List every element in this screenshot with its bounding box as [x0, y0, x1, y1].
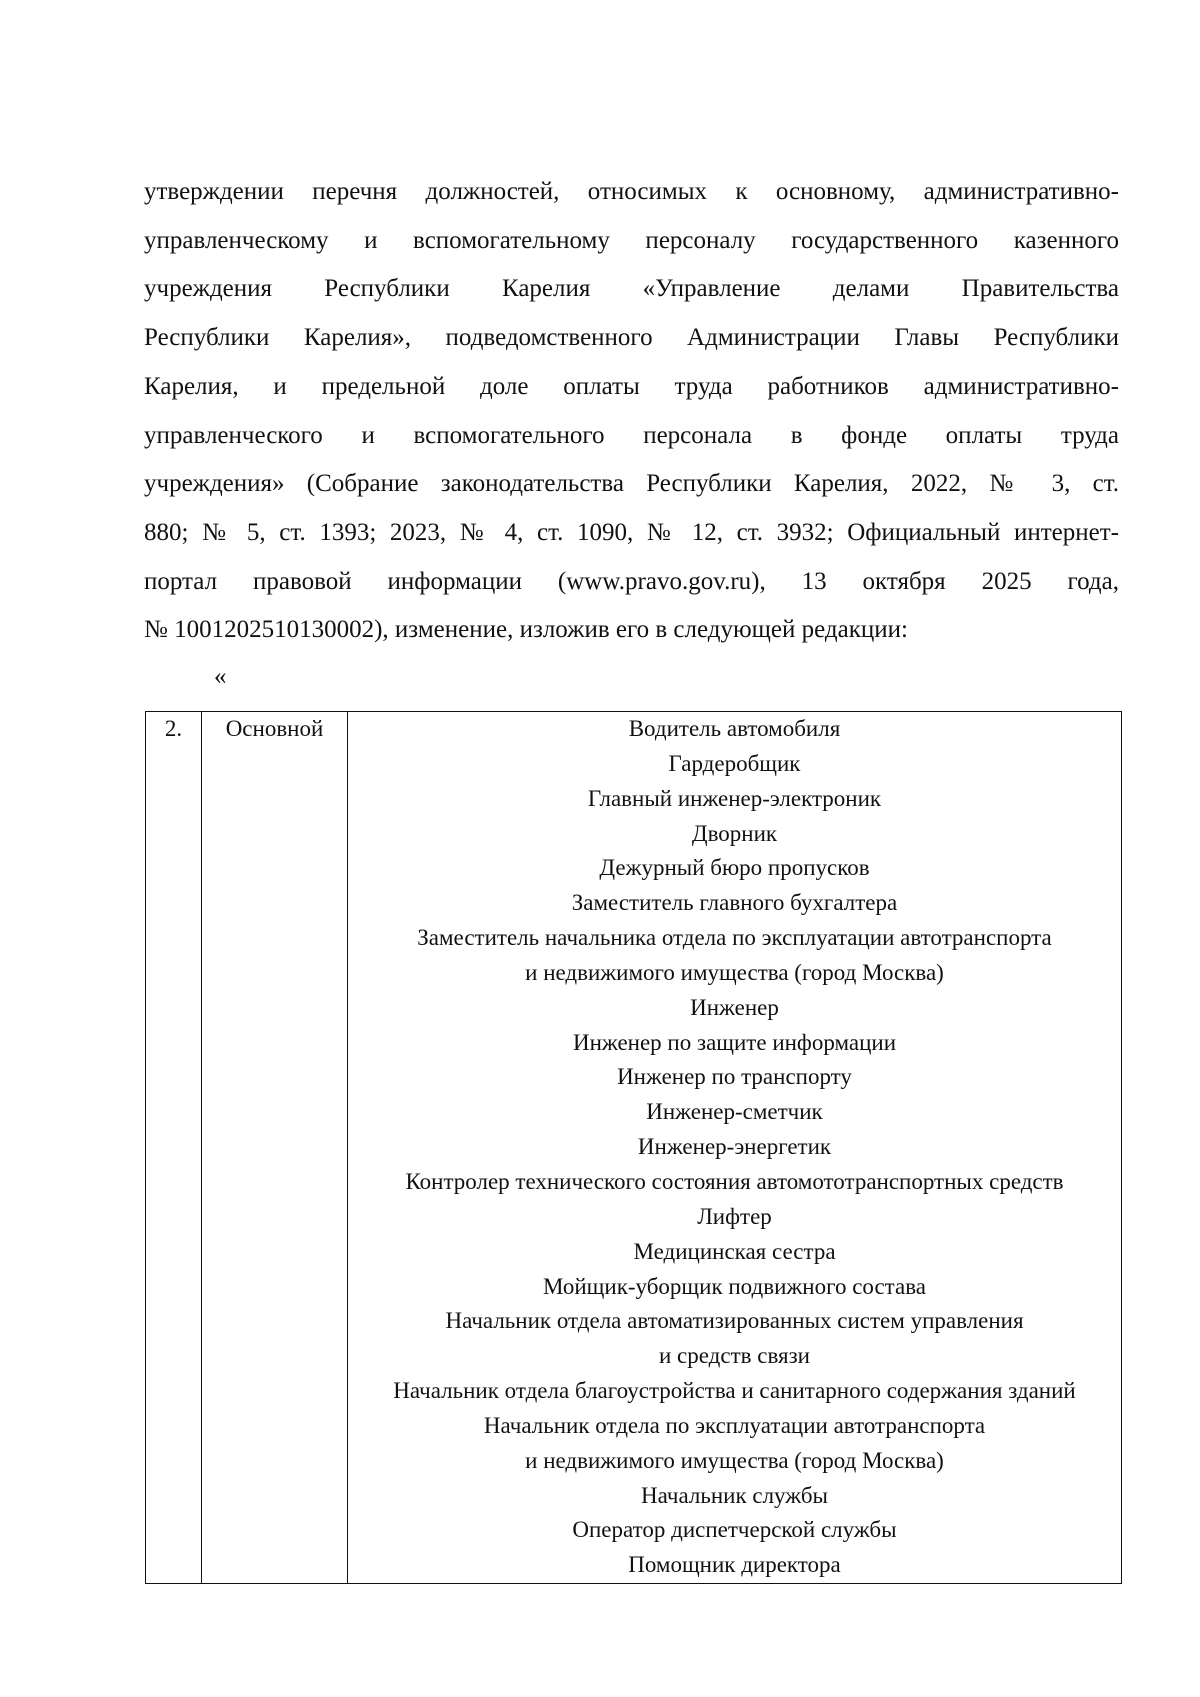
paragraph-line: утверждении перечня должностей, относимых к основному, административно- — [144, 178, 1119, 205]
position-item: Мойщик-уборщик подвижного состава — [542, 1273, 926, 1299]
position-item: Водитель автомобиля — [628, 716, 841, 741]
position-item: Инженер — [690, 994, 779, 1020]
position-item: Лифтер — [697, 1203, 772, 1229]
position-item: Начальник службы — [640, 1482, 828, 1508]
position-item: Заместитель начальника отдела по эксплуатации автотранспорта — [417, 925, 1052, 951]
staff-category-cell: Основной — [202, 712, 348, 1584]
paragraph-line: портал правовой информации (www.pravo.gov.ru), 13 октября 2025 года, — [144, 567, 1119, 595]
paragraph-line: учреждения Республики Карелия «Управление делами Правительства — [144, 275, 1119, 303]
position-item: Инженер по защите информации — [572, 1029, 897, 1055]
position-item: Инженер по транспорту — [617, 1064, 852, 1090]
paragraph-line: управленческому и вспомогательному персоналу государственного казенного — [144, 226, 1119, 254]
position-item: Начальник отдела по эксплуатации автотранспорта — [483, 1412, 986, 1438]
position-item: Дворник — [691, 820, 778, 846]
positions-cell — [348, 712, 1122, 1584]
opening-quote: « — [214, 663, 227, 690]
table-row — [146, 712, 1122, 1584]
paragraph-line: 880; № 5, ст. 1393; 2023, № 4, ст. 1090, № 12, ст. 3932; Официальный интернет- — [144, 518, 1119, 546]
paragraph-line: Республики Карелия», подведомственного Администрации Главы Республики — [144, 324, 1119, 352]
position-item: Инженер-сметчик — [646, 1099, 823, 1125]
position-item: и средств связи — [659, 1343, 810, 1369]
position-item: Инженер-энергетик — [637, 1134, 832, 1160]
paragraph-line: Карелия, и предельной доле оплаты труда работников административно- — [144, 372, 1119, 400]
position-item: Помощник директора — [628, 1552, 841, 1578]
position-item: Главный инженер-электроник — [587, 785, 882, 811]
position-item: Начальник отдела автоматизированных систем управления — [445, 1308, 1024, 1334]
paragraph-line: управленческого и вспомогательного персонала в фонде оплаты труда — [144, 421, 1119, 449]
position-item: и недвижимого имущества (город Москва) — [525, 1447, 944, 1473]
paragraph-line: учреждения» (Собрание законодательства Республики Карелия, 2022, № 3, ст. — [144, 470, 1119, 498]
position-item: Контролер технического состояния автомототранспортных средств — [405, 1168, 1064, 1194]
positions-table — [145, 711, 1122, 1584]
position-item: Оператор диспетчерской службы — [572, 1517, 897, 1543]
position-item: Начальник отдела благоустройства и санитарного содержания зданий — [393, 1378, 1076, 1404]
amendment-paragraph — [144, 168, 1119, 655]
position-item: Медицинская сестра — [633, 1238, 836, 1264]
row-number-cell: 2. — [146, 712, 202, 1584]
position-item: Гардеробщик — [668, 750, 801, 776]
position-item: Заместитель главного бухгалтера — [571, 890, 898, 916]
position-item: и недвижимого имущества (город Москва) — [525, 959, 944, 985]
position-item: Дежурный бюро пропусков — [599, 855, 870, 881]
paragraph-line: № 1001202510130002), изменение, изложив его в следующей редакции: — [144, 616, 908, 644]
